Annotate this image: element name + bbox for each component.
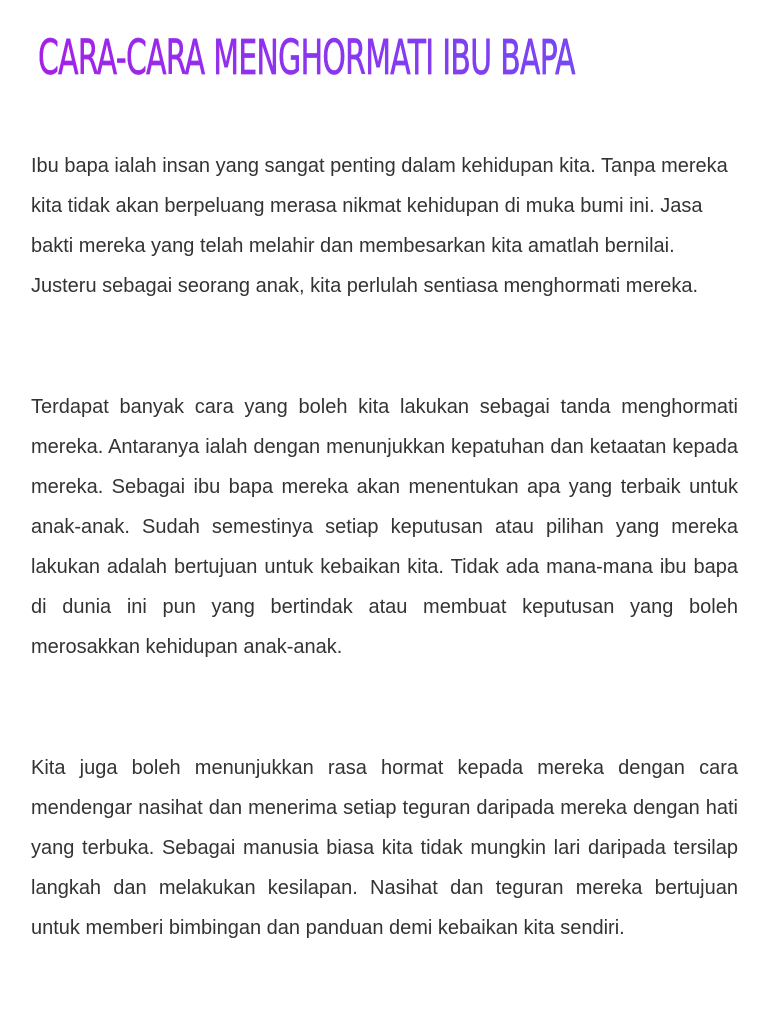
document-title: CARA-CARA MENGHORMATI IBU BAPA <box>38 26 575 90</box>
paragraph-advice: Kita juga boleh menunjukkan rasa hormat kepada mereka dengan cara mendengar nasihat dan menerima setiap teguran daripada mereka dengan hati yang terbuka. Sebagai manusia biasa kita tidak mungkin lari daripada tersilap langkah dan melakukan kesilapan. Nasihat dan teguran mereka bertujuan untuk memberi bimbingan dan panduan demi kebaikan kita sendiri. <box>31 757 738 939</box>
paragraph-obedience: Terdapat banyak cara yang boleh kita lakukan sebagai tanda menghormati mereka. Antaranya ialah dengan menunjukkan kepatuhan dan ketaatan kepada mereka. Sebagai ibu bapa mereka akan menentukan apa yang terbaik untuk anak-anak. Sudah semestinya setiap keputusan atau pilihan yang mereka lakukan adalah bertujuan untuk kebaikan kita. Tidak ada mana-mana ibu bapa di dunia ini pun yang bertindak atau membuat keputusan yang boleh merosakkan kehidupan anak-anak. <box>31 396 738 658</box>
paragraph-introduction: Ibu bapa ialah insan yang sangat penting dalam kehidupan kita. Tanpa mereka kita tidak akan berpeluang merasa nikmat kehidupan di muka bumi ini. Jasa bakti mereka yang telah melahir dan membesarkan kita amatlah bernilai. Justeru sebagai seorang anak, kita perlulah sentiasa menghormati mereka. <box>31 155 728 297</box>
